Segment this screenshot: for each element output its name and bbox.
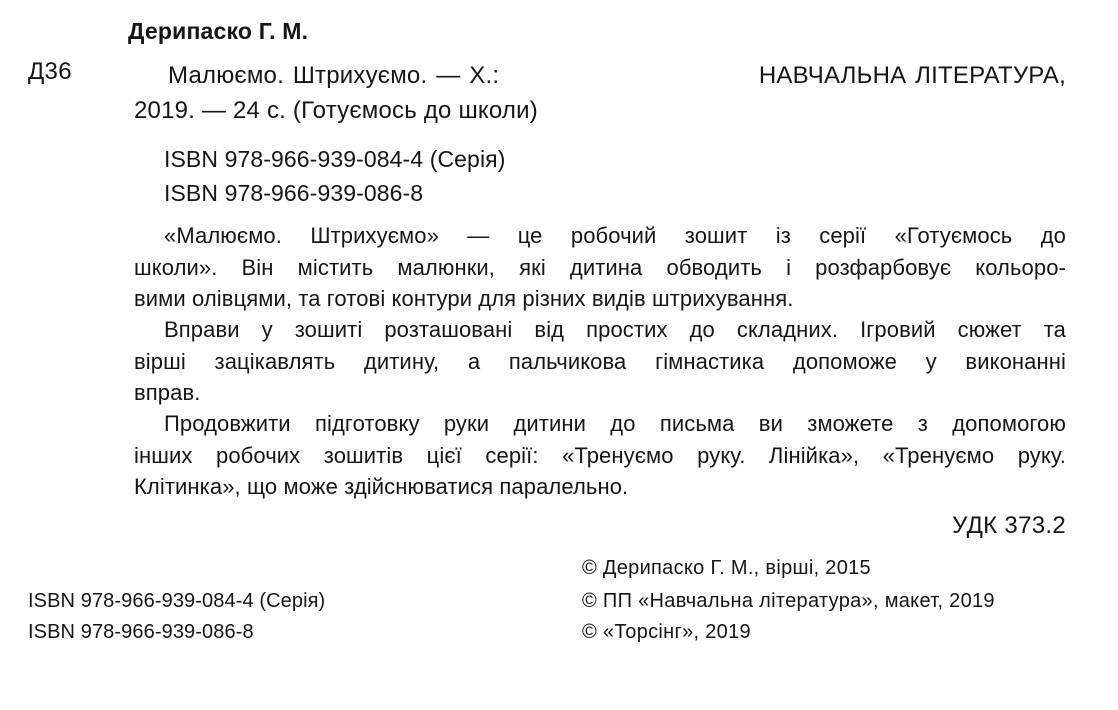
isbn-series: ISBN 978-966-939-084-4 (Серія) [164,146,506,172]
footer-isbn-book: ISBN 978-966-939-086-8 [28,621,254,643]
author-name: Дерипаско Г. М. [128,18,309,44]
p2-line-2: вірші зацікавлять дитину, а пальчикова гімнастика допоможе у виконанні [134,348,1066,374]
footer-isbn-series: ISBN 978-966-939-084-4 (Серія) [28,590,326,612]
p2-line-3: вправ. [134,380,201,405]
p3-line-3: Клітинка», що може здійснюватися паралельно. [134,474,629,499]
isbn-book: ISBN 978-966-939-086-8 [164,180,424,206]
bibliographic-record [134,58,1066,128]
p3-line-1: Продовжити підготовку руки дитини до письма ви зможете з допомогою [164,411,1066,436]
p1-line-2: школи». Він містить малюнки, які дитина обводить і розфарбовує кольоро- [134,254,1066,280]
library-code: Д36 [28,58,72,85]
p1-line-3: вими олівцями, та готові контури для різних видів штрихування. [134,286,794,311]
copyright-torsing: © «Торсінг», 2019 [582,621,751,643]
bib-publisher-name: НАВЧАЛЬНА ЛІТЕРАТУРА, [758,62,1066,89]
description-paragraph-2 [134,314,1066,409]
copyright-author: © Дерипаско Г. М., вірші, 2015 [582,557,871,579]
p2-line-1: Вправи у зошиті розташовані від простих до складних. Ігровий сюжет та [164,317,1066,342]
description-paragraph-1 [134,220,1066,315]
p1-line-1: «Малюємо. Штрихуємо» — це робочий зошит із серії «Готуємось до [164,223,1066,248]
copyright-layout: © ПП «Навчальна література», макет, 2019 [582,590,995,612]
description-paragraph-3 [134,408,1066,503]
udk-code: УДК 373.2 [952,512,1066,539]
bib-line-1 [134,58,1066,93]
bib-title-publisher: Малюємо. Штрихуємо. — Х.: [168,62,500,89]
bib-line-2: 2019. — 24 с. (Готуємось до школи) [134,97,538,124]
p3-line-2: інших робочих зошитів цієї серії: «Тренуємо руку. Лінійка», «Тренуємо руку. [134,442,1066,468]
